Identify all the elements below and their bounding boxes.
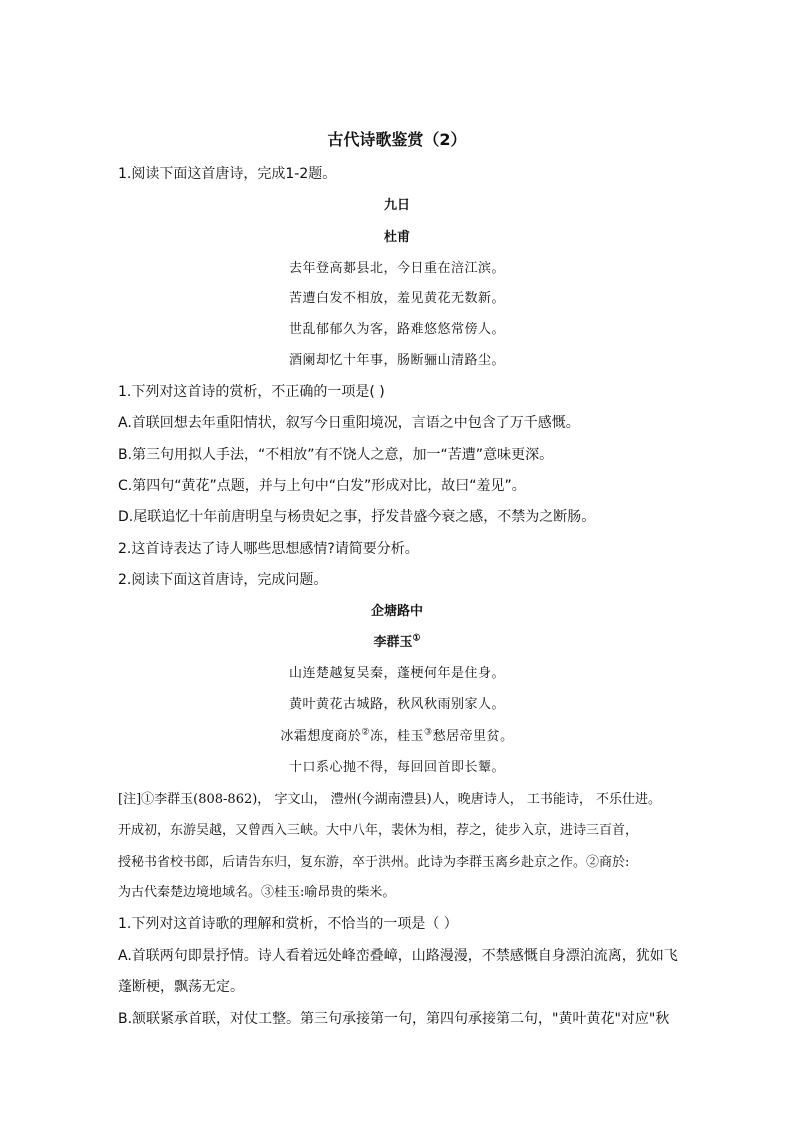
- footnote-marker: ②: [361, 727, 370, 738]
- question-intro-1: 1.阅读下面这首唐诗，完成1-2题。: [118, 166, 337, 182]
- footnote-marker: ③: [424, 727, 433, 738]
- question-2-stem: 2.这首诗表达了诗人哪些思想感情?请简要分析。: [118, 541, 419, 557]
- footnote-marker: ①: [412, 633, 421, 644]
- poem1-line: 去年登高郪县北，今日重在涪江滨。: [288, 261, 505, 276]
- option-d: D.尾联追忆十年前唐明皇与杨贵妃之事，抒发昔盛今衰之感，不禁为之断肠。: [118, 509, 596, 525]
- poem1-line: 世乱郁郁久为客，路难悠悠常傍人。: [288, 322, 505, 337]
- annotation-line: [注]①李群玉(808-862)， 字文山， 澧州(今湖南澧县)人，晚唐诗人， 工书能诗， 不乐仕进。: [118, 792, 661, 807]
- poem2-line: 山连楚越复吴秦，蓬梗何年是住身。: [288, 666, 505, 681]
- annotation-line: 为古代秦楚边境地域名。③桂玉:喻昂贵的柴米。: [118, 885, 396, 900]
- annotation-line: 开成初，东游吴越，又曾西入三峡。大中八年，裴休为相，荐之，徒步入京，进诗三百首，: [118, 823, 639, 838]
- question-3-stem: 1.下列对这首诗歌的理解和赏析，不恰当的一项是（ ）: [118, 916, 458, 932]
- poem2-author: 李群玉①: [373, 633, 421, 650]
- poem2-line: 冰霜想度商於②冻，桂玉③愁居帝里贫。: [280, 727, 514, 744]
- option-a-line: A.首联两句即景抒情。诗人看着远处峰峦叠嶂，山路漫漫，不禁感慨自身漂泊流离，犹如飞: [118, 948, 678, 964]
- poem1-line: 苦遭白发不相放，羞见黄花无数新。: [288, 291, 505, 306]
- page-title: 古代诗歌鉴赏（2）: [327, 130, 467, 149]
- option-c: C.第四句“黄花”点题，并与上句中“白发”形成对比，故曰“羞见”。: [118, 478, 526, 494]
- option-a-line: 蓬断梗，飘荡无定。: [118, 979, 244, 995]
- option-a: A.首联回想去年重阳情状，叙写今日重阳境况，言语之中包含了万千感慨。: [118, 415, 580, 431]
- question-1-stem: 1.下列对这首诗的赏析，不正确的一项是( ): [118, 384, 385, 400]
- poem1-line: 酒阑却忆十年事，肠断骊山清路尘。: [288, 353, 505, 368]
- poem2-line: 黄叶黄花古城路，秋风秋雨别家人。: [288, 697, 505, 712]
- poem2-line: 十口系心抛不得，每回回首即长颦。: [288, 760, 505, 775]
- option-b-line: B.颔联紧承首联，对仗工整。第三句承接第一句，第四句承接第二句，"黄叶黄花"对应"秋: [118, 1011, 670, 1027]
- option-b: B.第三句用拟人手法，“不相放”有不饶人之意，加一“苦遭”意味更深。: [118, 447, 554, 463]
- poem1-author: 杜甫: [383, 230, 410, 245]
- question-intro-2: 2.阅读下面这首唐诗，完成问题。: [118, 572, 328, 588]
- annotation-line: 授秘书省校书郎，后请告东归，复东游，卒于洪州。此诗为李群玉离乡赴京之作。②商於:: [118, 855, 630, 870]
- poem1-title: 九日: [383, 198, 410, 213]
- poem2-title: 企塘路中: [370, 604, 423, 619]
